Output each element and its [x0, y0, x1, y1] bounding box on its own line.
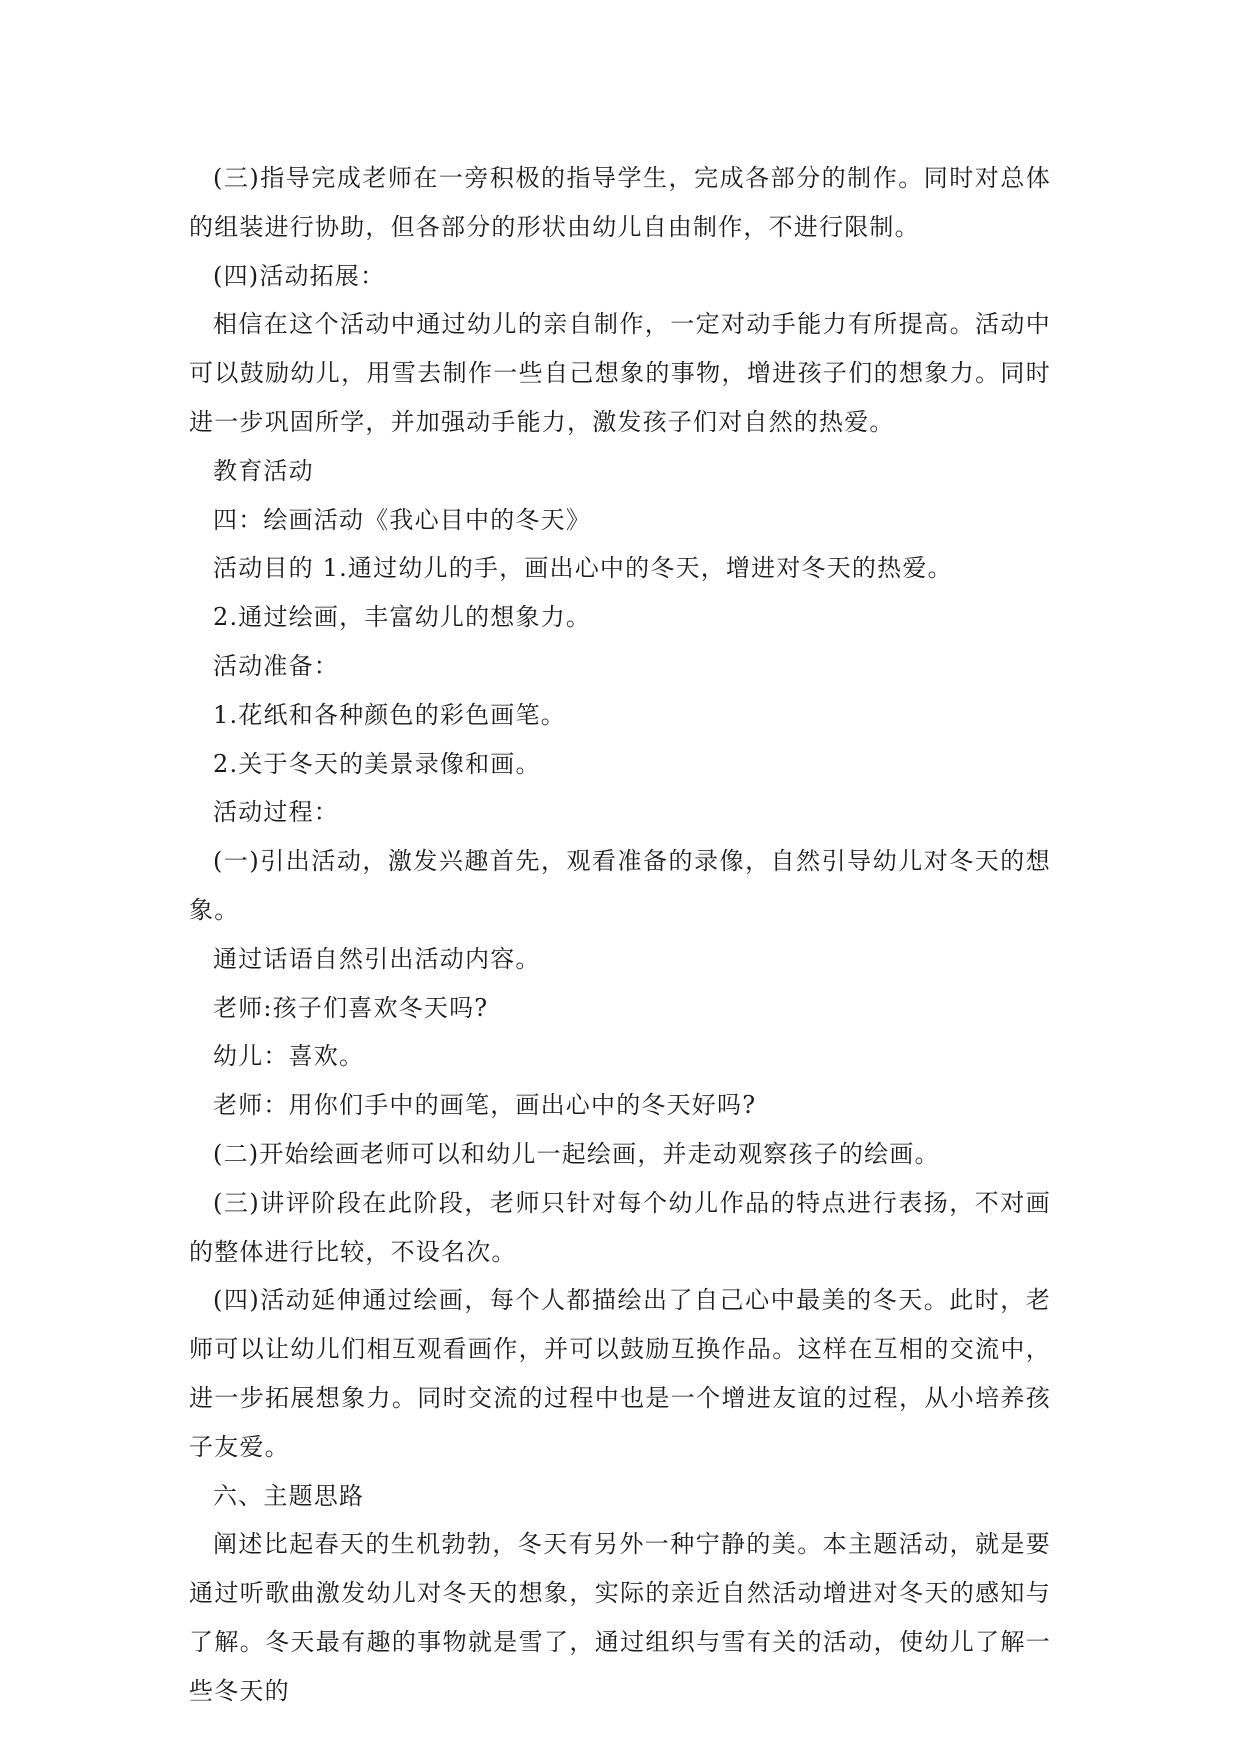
paragraph-preparation-2: 2.关于冬天的美景录像和画。 [213, 749, 541, 778]
paragraph-process-1: (一)引出活动，激发兴趣首先，观看准备的录像，自然引导幼儿对冬天的想象。 [189, 847, 1051, 924]
paragraph-goal-2: 2.通过绘画，丰富幼儿的想象力。 [213, 603, 592, 632]
paragraph-extension-body: 相信在这个活动中通过幼儿的亲自制作，一定对动手能力有所提高。活动中可以鼓励幼儿，用雪去制作一些自己想象的事物，增进孩子们的想象力。同时进一步巩固所学，并加强动手能力，激发孩子们对自然的热爱。 [189, 310, 1051, 436]
paragraph-dialogue-teacher-1: 老师:孩子们喜欢冬天吗? [213, 993, 489, 1022]
paragraph-process-2: (二)开始绘画老师可以和幼儿一起绘画，并走动观察孩子的绘画。 [213, 1139, 940, 1168]
paragraph-activity-title: 四：绘画活动《我心目中的冬天》 [213, 505, 591, 534]
paragraph-dialogue-child: 幼儿：喜欢。 [213, 1042, 365, 1071]
document-body [189, 154, 1051, 1716]
paragraph-section-title: 教育活动 [213, 456, 314, 485]
paragraph-preparation-heading: 活动准备： [213, 651, 339, 680]
paragraph-guidance: (三)指导完成老师在一旁积极的指导学生，完成各部分的制作。同时对总体的组装进行协助，但各部分的形状由幼儿自由制作，不进行限制。 [189, 164, 1051, 241]
paragraph-theme-body: 阐述比起春天的生机勃勃，冬天有另外一种宁静的美。本主题活动，就是要通过听歌曲激发幼儿对冬天的想象，实际的亲近自然活动增进对冬天的感知与了解。冬天最有趣的事物就是雪了，通过组织与雪有关的活动，使幼儿了解一些冬天的 [189, 1530, 1051, 1705]
paragraph-extension-heading: (四)活动拓展： [213, 261, 386, 290]
paragraph-process-heading: 活动过程： [213, 798, 339, 827]
paragraph-process-3: (三)讲评阶段在此阶段，老师只针对每个幼儿作品的特点进行表扬，不对画的整体进行比较，不设名次。 [189, 1188, 1051, 1266]
paragraph-theme-heading: 六、主题思路 [213, 1481, 365, 1510]
paragraph-process-4: (四)活动延伸通过绘画，每个人都描绘出了自己心中最美的冬天。此时，老师可以让幼儿们相互观看画作，并可以鼓励互换作品。这样在互相的交流中，进一步拓展想象力。同时交流的过程中也是一个增进友谊的过程，从小培养孩子友爱。 [189, 1286, 1051, 1461]
paragraph-process-1b: 通过话语自然引出活动内容。 [213, 944, 541, 973]
paragraph-preparation-1: 1.花纸和各种颜色的彩色画笔。 [213, 700, 566, 729]
paragraph-dialogue-teacher-2: 老师：用你们手中的画笔，画出心中的冬天好吗? [213, 1091, 757, 1120]
paragraph-goal-1: 活动目的 1.通过幼儿的手，画出心中的冬天，增进对冬天的热爱。 [213, 554, 953, 583]
